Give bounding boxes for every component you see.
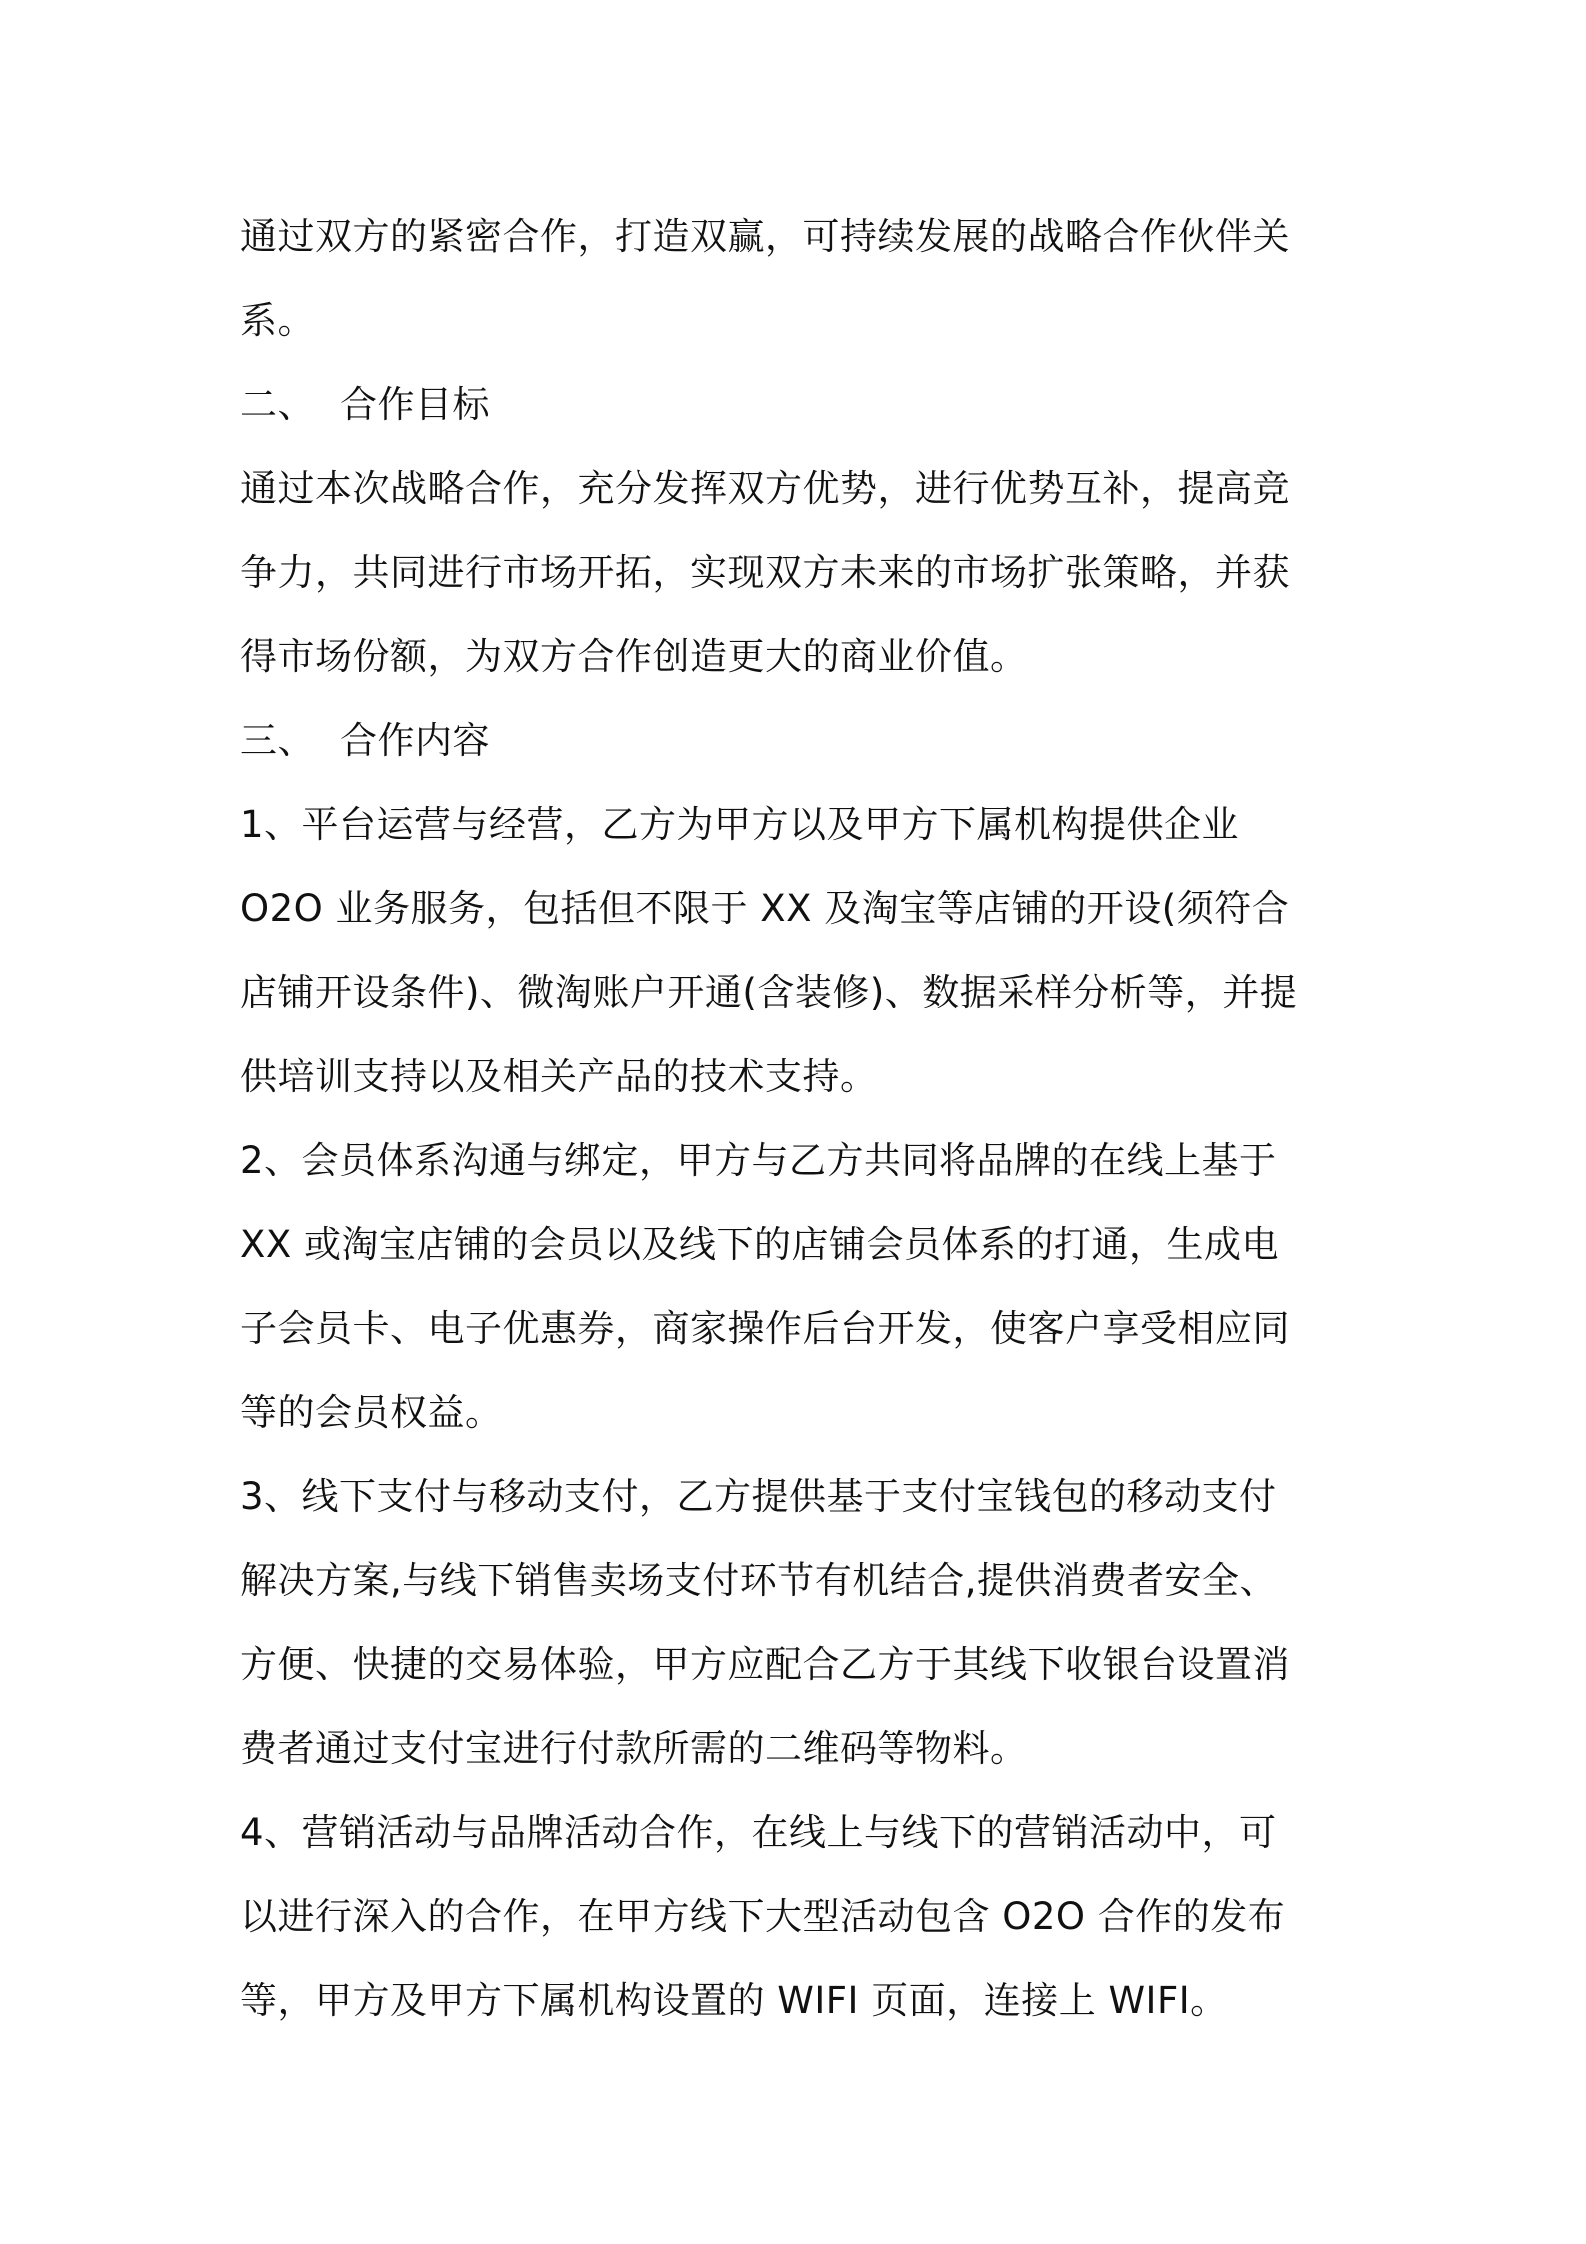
paragraph-line: 解决方案,与线下销售卖场支付环节有机结合,提供消费者安全、 (240, 1559, 1278, 1602)
paragraph-line: 争力，共同进行市场开拓，实现双方未来的市场扩张策略，并获 (240, 551, 1290, 594)
document-body (240, 195, 1360, 2043)
paragraph-line: 以进行深入的合作，在甲方线下大型活动包含 O2O 合作的发布 (240, 1895, 1286, 1938)
section-number: 三、 (240, 719, 315, 762)
paragraph-line: 1、平台运营与经营，乙方为甲方以及甲方下属机构提供企业 (240, 803, 1240, 846)
section-title: 合作内容 (340, 719, 490, 762)
paragraph-line: 子会员卡、电子优惠券，商家操作后台开发，使客户享受相应同 (240, 1307, 1290, 1350)
paragraph-line: 2、会员体系沟通与绑定，甲方与乙方共同将品牌的在线上基于 (240, 1139, 1277, 1182)
paragraph-line: 费者通过支付宝进行付款所需的二维码等物料。 (240, 1727, 1028, 1770)
paragraph-line: 通过本次战略合作，充分发挥双方优势，进行优势互补，提高竞 (240, 467, 1290, 510)
paragraph-line: O2O 业务服务，包括但不限于 XX 及淘宝等店铺的开设(须符合 (240, 887, 1290, 930)
paragraph-line: 店铺开设条件)、微淘账户开通(含装修)、数据采样分析等，并提 (240, 971, 1298, 1014)
paragraph-line: 得市场份额，为双方合作创造更大的商业价值。 (240, 635, 1028, 678)
paragraph-line: 3、线下支付与移动支付，乙方提供基于支付宝钱包的移动支付 (240, 1475, 1277, 1518)
paragraph-line: 等，甲方及甲方下属机构设置的 WIFI 页面，连接上 WIFI。 (240, 1979, 1228, 2022)
section-heading-goal (240, 363, 1360, 447)
paragraph-line: 系。 (240, 299, 315, 342)
section-title: 合作目标 (340, 383, 490, 426)
paragraph-line: 供培训支持以及相关产品的技术支持。 (240, 1055, 878, 1098)
paragraph-line: 4、营销活动与品牌活动合作，在线上与线下的营销活动中，可 (240, 1811, 1277, 1854)
paragraph-line: 通过双方的紧密合作，打造双赢，可持续发展的战略合作伙伴关 (240, 215, 1290, 258)
paragraph-line: 方便、快捷的交易体验，甲方应配合乙方于其线下收银台设置消 (240, 1643, 1290, 1686)
section-heading-content (240, 699, 1360, 783)
section-number: 二、 (240, 383, 315, 426)
paragraph-line: 等的会员权益。 (240, 1391, 503, 1434)
paragraph-line: XX 或淘宝店铺的会员以及线下的店铺会员体系的打通，生成电 (240, 1223, 1279, 1266)
